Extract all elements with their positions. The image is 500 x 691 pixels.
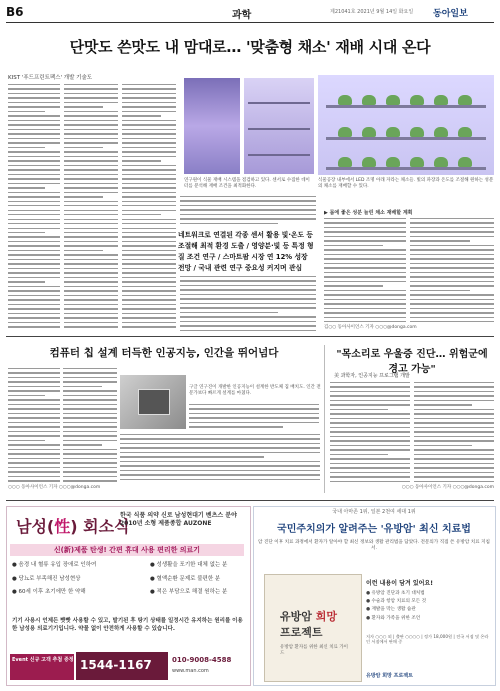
ad-tagline: 한국 식품 의약 신로 남성현대기 벤츠스 분야 2010년 소형 제품종합 AUZONE <box>120 512 237 527</box>
ad-title-suffix: ) 회소식 <box>70 517 130 536</box>
book-toc-item: ● 유방암 진단과 초기 대처법 <box>366 591 425 596</box>
ai-column-3 <box>120 434 320 482</box>
book-toc-item: ● 수술과 항암 치료의 모든 것 <box>366 599 427 605</box>
middle-body-text <box>180 276 316 334</box>
book-cover-title-accent: 희망 <box>311 610 337 623</box>
ad-mobile-number[interactable]: 010-9008-4588 <box>172 656 232 664</box>
ad-message: 기기 사용시 언제든 빳빳 사용할 수 있고, 발기된 후 탕기 상태를 일정시간 유지하는 원리를 이용한 남성용 의료기기입니다. 약물 없이 안전하게 사용할 수 있습니다. <box>12 618 243 632</box>
ad-bullet: ● 혈액순환 문제로 불편한 분 <box>150 575 221 582</box>
ad-bullet: ● 적은 부담으로 해결 원하는 분 <box>150 589 228 596</box>
side-subtitle: ▶ 몸에 좋은 성분 늘린 채소 재배할 계획 <box>324 210 413 216</box>
depression-article-headline: "목소리로 우울증 진단… 위험군에 경고 가능" <box>336 349 488 375</box>
ad-bullet: ● 성생활을 포기한 대체 없는 분 <box>150 562 228 568</box>
side-column-1 <box>324 218 406 322</box>
middle-lead-text <box>180 196 316 226</box>
ai-column-1 <box>8 368 60 482</box>
book-publisher: 유방암 희망 프로젝트 <box>366 673 413 679</box>
chip-photo-caption: 구글 연구진이 개발한 인공지능이 설계한 반도체 칩 배치도. 인간 전문가보다 빠르게 설계를 마쳤다. <box>189 385 321 396</box>
plant-factory-photo <box>318 75 494 175</box>
middle-headline: 네트워크로 연결된 각종 센서 활용 빛·온도 등 조절해 최적 환경 도출 / 영양분·빛 등 특정 형질 조건 연구 / 스마트팜 시장 연 12% 성장 전망 / 국내 관련 연구 중요성 커지며 관심 <box>178 231 314 272</box>
article-column-2 <box>64 84 118 334</box>
article-column-3 <box>122 84 176 334</box>
plant-factory-caption: 식물공장 내부에서 LED 조명 아래 자라는 채소들. 빛의 파장과 온도를 조절해 원하는 성분의 채소를 재배할 수 있다. <box>318 178 494 189</box>
top-article-byline: 김○○ 동아사이언스 기자 ○○○@donga.com <box>324 325 417 330</box>
ai-article-headline: 컴퓨터 칩 설계 터득한 인공지능, 인간을 뛰어넘다 <box>49 347 279 359</box>
ad-bullets-left <box>12 560 152 601</box>
book-ad-intro: 암 진단 이후 치료 과정에서 환자가 알아야 할 최신 정보와 생활 관리법을 담았다. 전문의가 직접 쓴 유방암 치료 지침서. <box>258 540 490 552</box>
book-ad-topline: 국내 아마존 1위, 일본 2천여 세대 1위 <box>332 509 416 515</box>
ad-banner: 신(新)제품 탄생! 간편 휴대 사용 편리한 의료기 <box>10 544 244 556</box>
depression-article-subtitle: 美 과학자, 인공지능 프로그램 개발 <box>334 373 410 379</box>
book-cover-subtitle: 유방암 환자를 위한 최신 치료 가이드 <box>280 645 349 656</box>
book-toc-title: 이런 내용이 담겨 있어요! <box>366 580 433 587</box>
book-toc-list <box>366 590 492 623</box>
ad-bullet: ● 음경 내 혈류 유입 장애로 인하여 <box>12 562 97 568</box>
main-headline: 단맛도 쓴맛도 내 맘대로… '맞춤형 채소' 재배 시대 온다 <box>69 38 431 56</box>
ad-bullet: ● 당뇨로 부족해진 남성현상 <box>12 575 81 582</box>
book-ad-title: 국민주치의가 알려주는 '유방암' 최신 치료법 <box>277 524 471 535</box>
book-cover-title-suffix: 프로젝트 <box>280 626 323 639</box>
ad-bullet: ● 60세 이후 초기에만 한 약해 <box>12 589 86 596</box>
depression-column-1 <box>330 382 410 482</box>
book-cover-title-prefix: 유방암 <box>280 610 312 623</box>
book-toc-item: ● 재발을 막는 생활 습관 <box>366 607 416 613</box>
ad-website[interactable]: www.man.com <box>172 668 209 674</box>
side-column-2 <box>410 218 494 322</box>
column-divider <box>324 345 325 493</box>
depression-column-2 <box>414 382 494 482</box>
ad-title-highlight: 性 <box>54 517 71 536</box>
masthead: 동아일보 <box>433 9 468 19</box>
ad-event-label: Event 신규 고객 추첨 증정 <box>12 657 74 663</box>
book-cover-title <box>280 608 350 640</box>
ai-column-4 <box>189 404 319 430</box>
header-rule <box>6 22 494 23</box>
ai-column-2 <box>63 368 117 482</box>
lab-photo <box>184 78 240 174</box>
lab-shelf-photo <box>244 78 314 174</box>
chip-photo <box>120 375 186 429</box>
section-divider <box>6 336 494 337</box>
ad-divider <box>6 500 494 501</box>
ad-bullets-right <box>150 560 246 601</box>
article-subtitle: KIST '푸드프린트팩스' 개발 기술도 <box>8 75 93 81</box>
ad-title-prefix: 남성( <box>16 517 55 536</box>
lab-photo-caption: 연구원이 식물 재배 시스템을 점검하고 있다. 센서로 수집한 데이터를 분석해 재배 조건을 최적화한다. <box>184 178 310 189</box>
page-number: B6 <box>6 5 24 19</box>
section-name: 과학 <box>232 10 252 21</box>
depression-article-byline: ○○○ 동아사이언스 기자 ○○○@donga.com <box>401 485 494 490</box>
ad-phone-number[interactable]: 1544-1167 <box>80 658 152 672</box>
issue-info: 제21041호 2021년 9월 14일 화요일 <box>330 9 414 15</box>
book-credits: 저자 ○○○ 외 | 출판 ○○○○ | 정가 18,000원 | 전국 서점 및 온라인 서점에서 판매 중 <box>366 634 489 645</box>
book-toc-item: ● 환자와 가족을 위한 조언 <box>366 615 421 621</box>
ai-article-byline: ○○○ 동아사이언스 기자 ○○○@donga.com <box>8 485 101 490</box>
ad-title <box>16 514 130 537</box>
article-column-1 <box>8 84 60 334</box>
